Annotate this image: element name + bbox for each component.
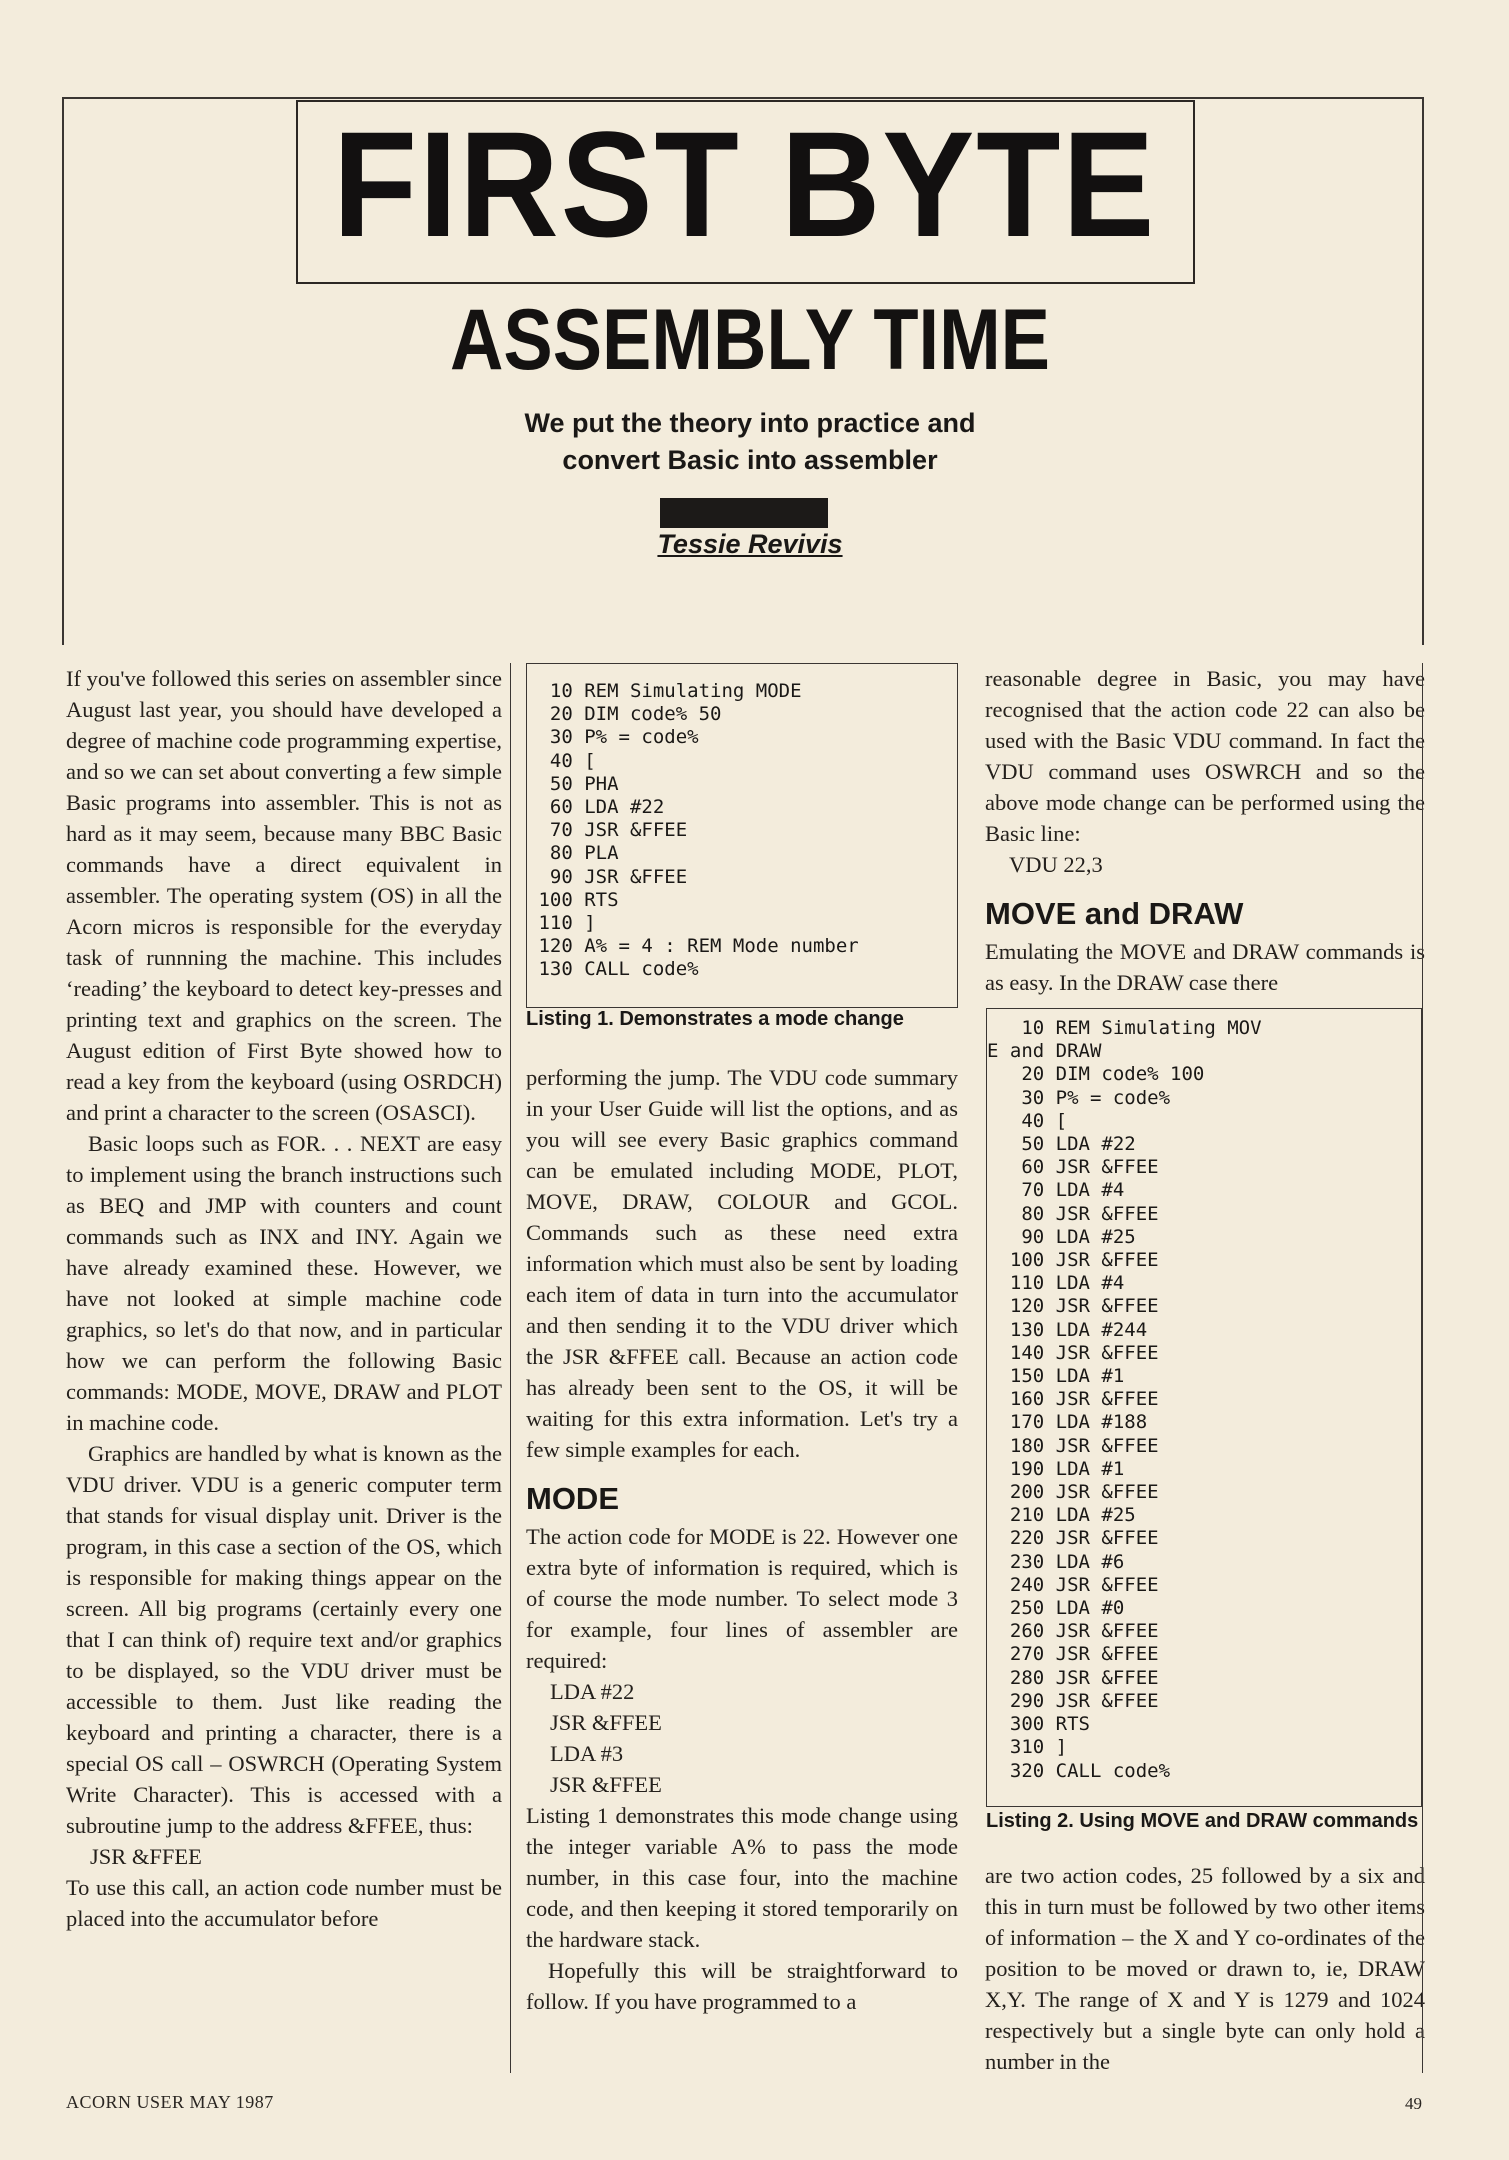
listing-1: [526, 663, 958, 1008]
column-2: [526, 1062, 958, 2017]
paragraph: Basic loops such as FOR. . . NEXT are easy to implement using the branch instructions such as BEQ and JMP with counters and count commands such as INX and INY. Again we have already examined these. However, we have not looked at simple machine code graphics, so let's do that now, and in particular how we can perform the following Basic commands: MODE, MOVE, DRAW and PLOT in machine code.: [66, 1131, 502, 1435]
paragraph: To use this call, an action code number must be placed into the accumulator before: [66, 1875, 502, 1931]
paragraph: Emulating the MOVE and DRAW commands is as easy. In the DRAW case there: [985, 939, 1425, 995]
paragraph: Graphics are handled by what is known as the VDU driver. VDU is a generic computer term that stands for visual display unit. Driver is the program, in this case a section of the OS, which is responsible for making things appear on the screen. All big programs (certainly every one that I can think of) require text and/or graphics to be displayed, so the VDU driver must be accessible to them. Just like reading the keyboard and printing a character, there is a special OS call – OSWRCH (Operating System Write Character). This is accessed with a subroutine jump to the address &FFEE, thus:: [66, 1441, 502, 1838]
author-byline: Tessie Revivis: [657, 529, 843, 559]
paragraph: The action code for MODE is 22. However one extra byte of information is required, which is of course the mode number. To select mode 3 for example, four lines of assembler are required:: [526, 1524, 958, 1673]
code-line: JSR &FFEE: [550, 1710, 662, 1735]
listing-2-code: 10 REM Simulating MOV E and DRAW 20 DIM code% 100 30 P% = code% 40 [ 50 LDA #22 60 JSR &FFEE 70 LDA #4 80 JSR &FFEE 90 LDA #25 100 JSR &FFEE 110 LDA #4 120 JSR &FFEE 130 LDA #244 140 JSR &FFEE 150 LDA #1 160 JSR &FFEE 170 LDA #188 180 JSR &FFEE 190 LDA #1 200 JSR &FFEE 210 LDA #25 220 JSR &FFEE 230 LDA #6 240 JSR &FFEE 250 LDA #0 260 JSR &FFEE 270 JSR &FFEE 280 JSR &FFEE 290 JSR &FFEE 300 RTS 310 ] 320 CALL code%: [987, 1017, 1262, 1782]
code-line: JSR &FFEE: [90, 1844, 202, 1869]
listing-1-code: 10 REM Simulating MODE 20 DIM code% 50 30 P% = code% 40 [ 50 PHA 60 LDA #22 70 JSR &FFEE 80 PLA 90 JSR &FFEE 100 RTS 110 ] 120 A% = 4 : REM Mode number 130 CALL code%: [538, 680, 859, 981]
article-headline: ASSEMBLY TIME: [449, 292, 1051, 388]
column-1: [66, 663, 502, 1934]
paragraph: are two action codes, 25 followed by a six and this in turn must be followed by two other items of information – the X and Y co-ordinates of the position to be moved or drawn to, ie, DRAW X,Y. The range of X and Y is 1279 and 1024 respectively but a single byte can only hold a number in the: [985, 1863, 1425, 2074]
column-rule: [1422, 663, 1423, 2073]
code-line: LDA #3: [550, 1741, 624, 1766]
author-bar: [660, 498, 828, 528]
code-line: VDU 22,3: [1009, 852, 1103, 877]
listing-2: [986, 1008, 1422, 1807]
paragraph: performing the jump. The VDU code summary in your User Guide will list the options, and as you will see every Basic graphics command can be emulated including MODE, PLOT, MOVE, DRAW, COLOUR and GCOL. Commands such as these need extra information which must also be sent by loading each item of data in turn into the accumulator and then sending it to the VDU driver which the JSR &FFEE call. Because an action code has already been sent to the OS, it will be waiting for this extra information. Let's try a few simple examples for each.: [526, 1065, 958, 1462]
listing-2-caption: Listing 2. Using MOVE and DRAW commands: [986, 1810, 1419, 1832]
footer-magazine: ACORN USER MAY 1987: [66, 2092, 274, 2112]
column-3-bottom: [985, 1860, 1425, 2077]
page-frame-left: [62, 97, 64, 645]
section-heading-mode: MODE: [526, 1481, 619, 1516]
listing-1-caption: Listing 1. Demonstrates a mode change: [526, 1008, 904, 1030]
standfirst-line-2: convert Basic into assembler: [562, 445, 938, 475]
page-number: 49: [1405, 2094, 1422, 2113]
paragraph: Listing 1 demonstrates this mode change using the integer variable A% to pass the mode number, in this case four, into the machine code, and then keeping it stored temporarily on the hardware stack.: [526, 1803, 958, 1952]
section-heading-move-draw: MOVE and DRAW: [985, 896, 1244, 931]
series-logo: FIRST BYTE: [332, 100, 1157, 268]
column-3-top: [985, 663, 1425, 998]
standfirst: [450, 405, 1050, 479]
column-rule: [510, 663, 511, 2073]
paragraph: Hopefully this will be straightforward to follow. If you have programmed to a: [526, 1958, 958, 2014]
paragraph: reasonable degree in Basic, you may have recognised that the action code 22 can also be used with the Basic VDU command. In fact the VDU command uses OSWRCH and so the above mode change can be performed using the Basic line:: [985, 666, 1425, 846]
standfirst-line-1: We put the theory into practice and: [524, 408, 976, 438]
paragraph: If you've followed this series on assembler since August last year, you should have developed a degree of machine code programming expertise, and so we can set about converting a few simple Basic programs into assembler. This is not as hard as it may seem, because many BBC Basic commands have a direct equivalent in assembler. The operating system (OS) in all the Acorn micros is responsible for the everyday task of runnning the machine. This includes ‘reading’ the keyboard to detect key-presses and printing text and graphics on the screen. The August edition of First Byte showed how to read a key from the keyboard (using OSRDCH) and print a character to the screen (OSASCI).: [66, 666, 502, 1125]
code-line: JSR &FFEE: [550, 1772, 662, 1797]
page-frame-right: [1422, 97, 1424, 645]
code-line: LDA #22: [550, 1679, 635, 1704]
